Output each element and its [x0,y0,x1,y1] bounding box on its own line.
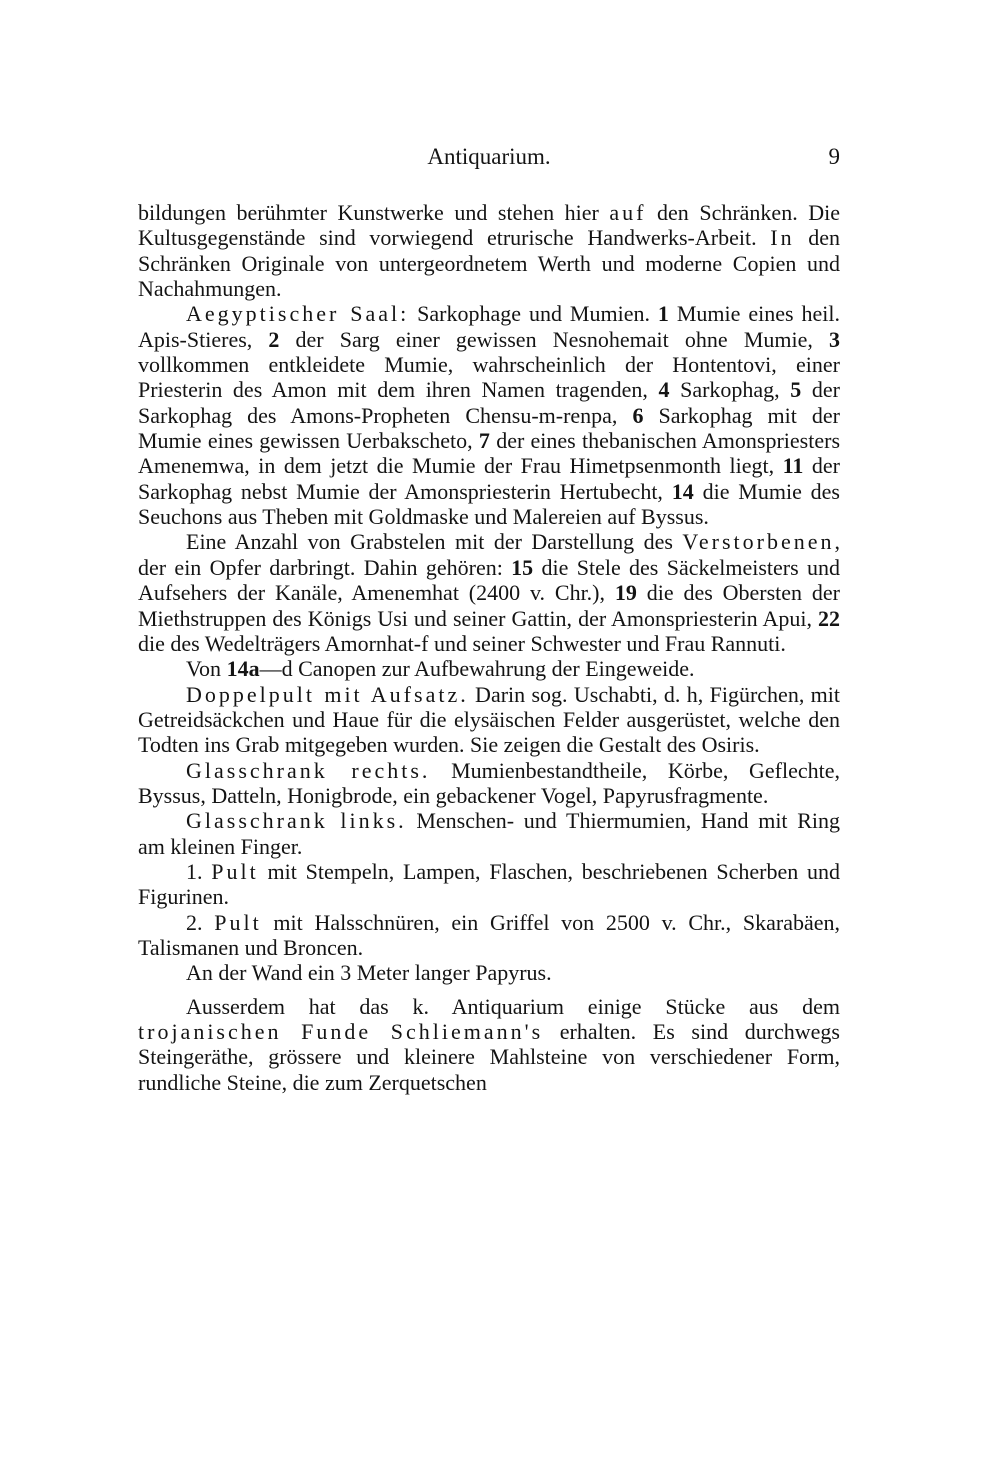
spaced-heading: auf [609,200,647,225]
text-run: der Sarkophag des Amons-Propheten Chensu-m-renpa, [138,377,840,428]
spaced-heading: In [770,225,795,251]
text-run: Sarkophag mit der Mumie eines gewissen Uerbakscheto, [138,402,840,454]
item-number: 1 [657,301,669,327]
paragraph [138,758,840,809]
text-run: An der Wand ein 3 Meter langer Papyrus. [186,960,552,986]
text-run: bildungen berühmter Kunstwerke und stehen hier [138,200,610,225]
paragraph [138,910,840,961]
paragraph [138,859,840,910]
text-run: —d Canopen zur Aufbewahrung der Eingeweide. [259,656,695,682]
item-number: 15 [511,554,534,580]
paragraph [138,994,840,1095]
spaced-heading: Aegyptischer Saal: [186,301,410,327]
text-run: Sarkophage und Mumien. [409,301,658,327]
text-run: mit Stempeln, Lampen, Flaschen, beschriebenen Scherben und Figurinen. [138,858,840,910]
text-run: Menschen- und Thiermumien, Hand mit Ring am kleinen Finger. [138,808,840,859]
text-run: Darin sog. Uschabti, d. h, Figürchen, mit Getreidsäckchen und Haue für die elysäischen Felder ausgerüstet, welche den Todten ins Grab mitgegeben wurden. Sie zeigen die Gestalt des Osiris. [138,681,840,758]
text-run: vollkommen entkleidete Mumie, wahrscheinlich der Hontentovi, einer Priesterin des Amon mit dem ihren Namen tragenden, [138,352,840,403]
text-run: Mumienbestandtheile, Körbe, Geflechte, Byssus, Datteln, Honigbrode, ein gebackener Vogel, Papyrusfragmente. [138,757,840,808]
text-run: der Sarkophag nebst Mumie der Amonspriesterin Hertubecht, [138,453,840,504]
text-run: mit Halsschnüren, ein Griffel von 2500 v. Chr., Skarabäen, Talismanen und Broncen. [138,909,840,960]
text-run: Eine Anzahl von Grabstelen mit der Darstellung des [186,529,683,555]
text-run: die des Obersten der Miethstruppen des Königs Usi und seiner Gattin, der Amonspriesterin Apui, [138,580,840,631]
paragraph [138,960,840,985]
paragraph [138,301,840,529]
paragraph [138,200,840,301]
item-number: 6 [632,402,644,428]
spaced-heading: Glasschrank links. [186,808,407,834]
text-run: die Mumie des Seuchons aus Theben mit Goldmaske und Malereien auf Byssus. [138,478,840,530]
text-run: Sarkophag, [669,377,791,403]
item-number: 19 [614,580,637,606]
text-run: 2. [186,909,215,935]
text-run: der Sarg einer gewissen Nesnohemait ohne Mumie, [279,326,829,352]
item-number: 7 [478,428,490,454]
spaced-heading: trojanischen Funde Schliemann's [138,1019,544,1044]
spaced-heading: Glasschrank rechts. [186,757,431,783]
text-run: Ausserdem hat das k. Antiquarium einige Stücke aus dem [186,993,840,1019]
page-number: 9 [828,144,840,169]
text-run: Mumie eines heil. Apis-Stieres, [138,301,840,352]
item-number: 22 [818,605,840,631]
item-number: 2 [268,326,280,352]
text-run: 1. [186,858,212,884]
item-number: 11 [782,453,804,479]
text-run: den Schränken. Die Kultusgegenstände sind vorwiegend etrurische Handwerks-Arbeit. [138,200,841,251]
item-number: 4 [658,377,670,403]
item-number: 3 [829,326,840,352]
item-number: 5 [790,377,802,403]
text-run: die des Wedelträgers Amornhat-f und seiner Schwester und Frau Rannuti. [138,630,786,656]
spaced-heading: Verstorbenen [682,529,835,555]
body-text [138,200,840,1095]
item-number: 14a [226,656,260,682]
text-run: der eines thebanischen Amonspriesters Amenemwa, in dem jetzt die Mumie der Frau Himetpsenmonth liegt, [138,428,840,479]
spaced-heading: Doppelpult mit Aufsatz. [186,681,469,707]
paragraph [138,529,840,656]
spaced-heading: Pult [214,909,262,935]
item-number: 14 [671,478,694,504]
spaced-heading: Pult [211,858,259,884]
text-run: erhalten. Es sind durchwegs Steingeräthe, grössere und kleinere Mahlsteine von verschiedener Form, rundliche Steine, die zum Zerquetschen [138,1019,840,1095]
running-title: Antiquarium. [427,144,551,169]
paragraph [138,808,840,859]
text-run: , der ein Opfer darbringt. Dahin gehören: [138,529,840,580]
paragraph [138,682,840,758]
paragraph [138,656,840,681]
running-head [138,144,840,176]
text-run: den Schränken Originale von untergeordnetem Werth und moderne Copien und Nachahmungen. [138,225,841,302]
text-run: die Stele des Säckelmeisters und Aufsehers der Kanäle, Amenemhat (2400 v. Chr.), [138,554,840,606]
text-run: Von [186,656,227,682]
